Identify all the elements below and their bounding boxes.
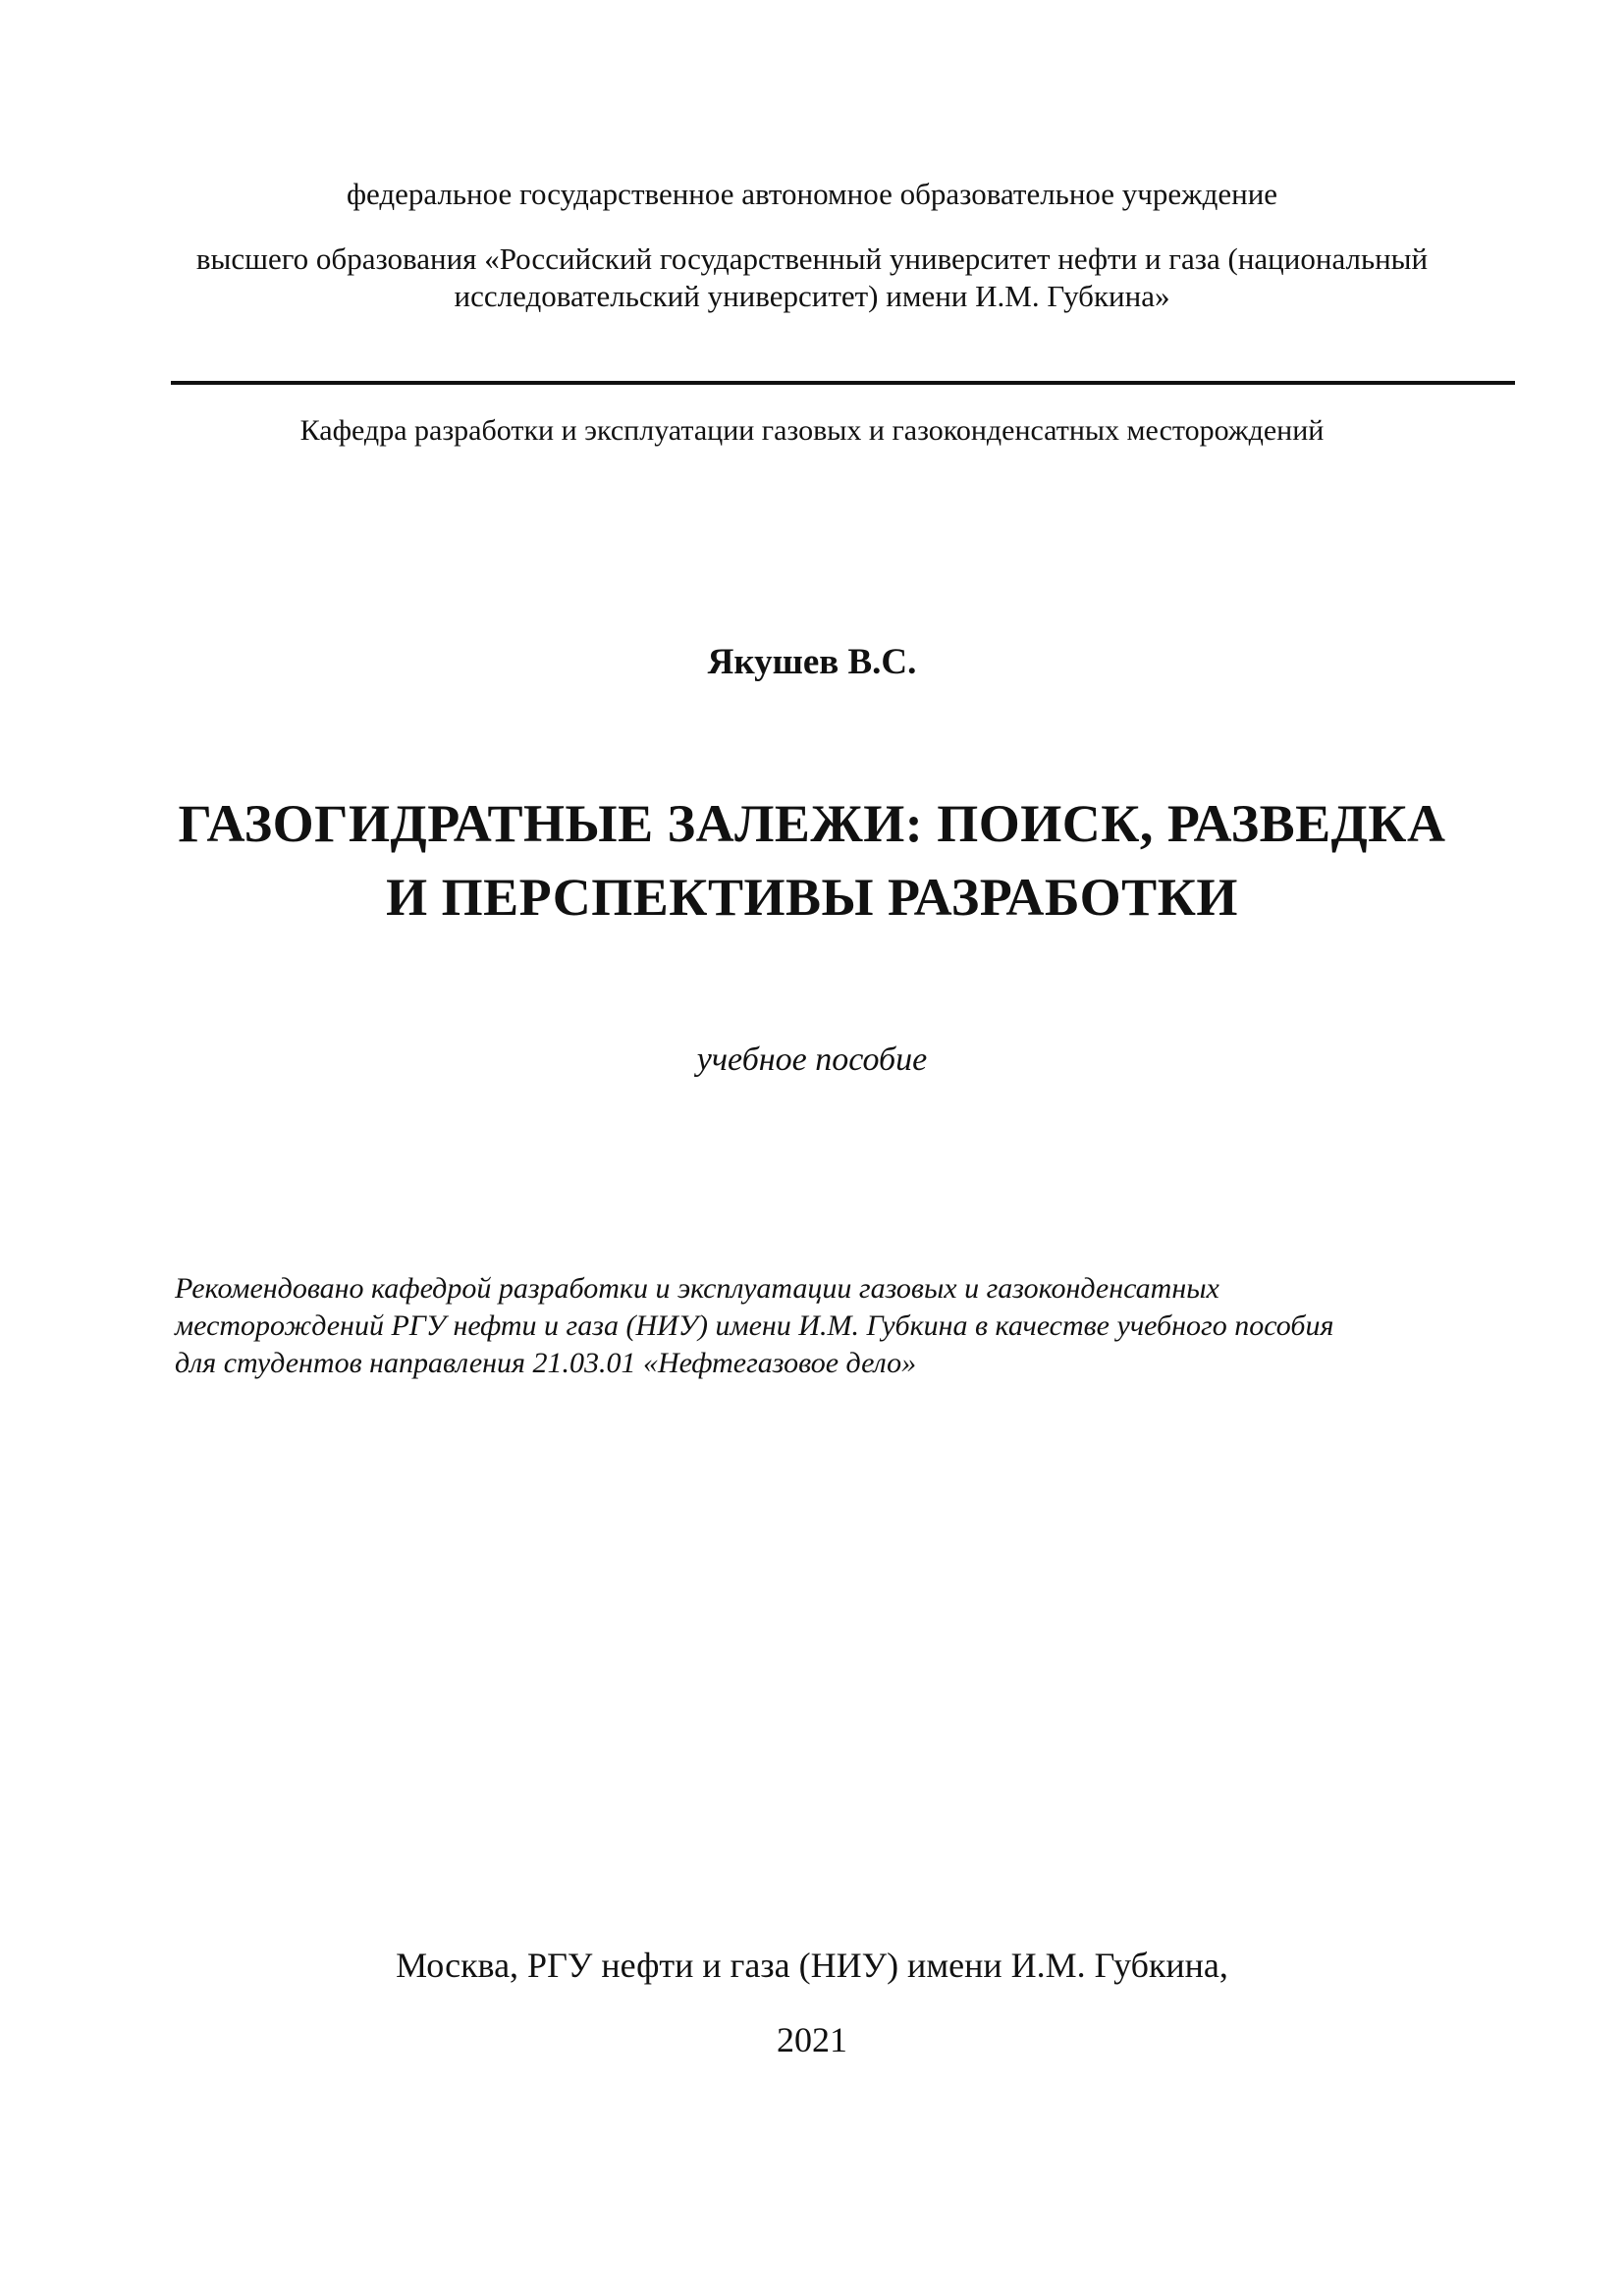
- imprint-place: Москва, РГУ нефти и газа (НИУ) имени И.М. Губкина,: [396, 1946, 1228, 1985]
- institution-line-2: высшего образования «Российский государственный университет нефти и газа (национальный: [195, 241, 1429, 276]
- recommendation-line-3: для студентов направления 21.03.01 «Нефтегазовое дело»: [175, 1347, 917, 1379]
- document-type: учебное пособие: [696, 1041, 928, 1078]
- header-divider: [171, 381, 1515, 385]
- imprint-year: 2021: [777, 2020, 847, 2059]
- department-name: Кафедра разработки и эксплуатации газовых и газоконденсатных месторождений: [299, 414, 1325, 447]
- institution-line-3: исследовательский университет) имени И.М. Губкина»: [454, 279, 1170, 313]
- institution-line-1: федеральное государственное автономное образовательное учреждение: [346, 177, 1278, 211]
- book-title-line-2: И ПЕРСПЕКТИВЫ РАЗРАБОТКИ: [386, 868, 1238, 927]
- book-title-line-1: ГАЗОГИДРАТНЫЕ ЗАЛЕЖИ: ПОИСК, РАЗВЕДКА: [178, 794, 1446, 853]
- author-name: Якушев В.С.: [707, 642, 917, 682]
- recommendation-line-1: Рекомендовано кафедрой разработки и эксплуатации газовых и газоконденсатных: [175, 1272, 1219, 1305]
- recommendation-line-2: месторождений РГУ нефти и газа (НИУ) имени И.М. Губкина в качестве учебного пособия: [175, 1309, 1334, 1342]
